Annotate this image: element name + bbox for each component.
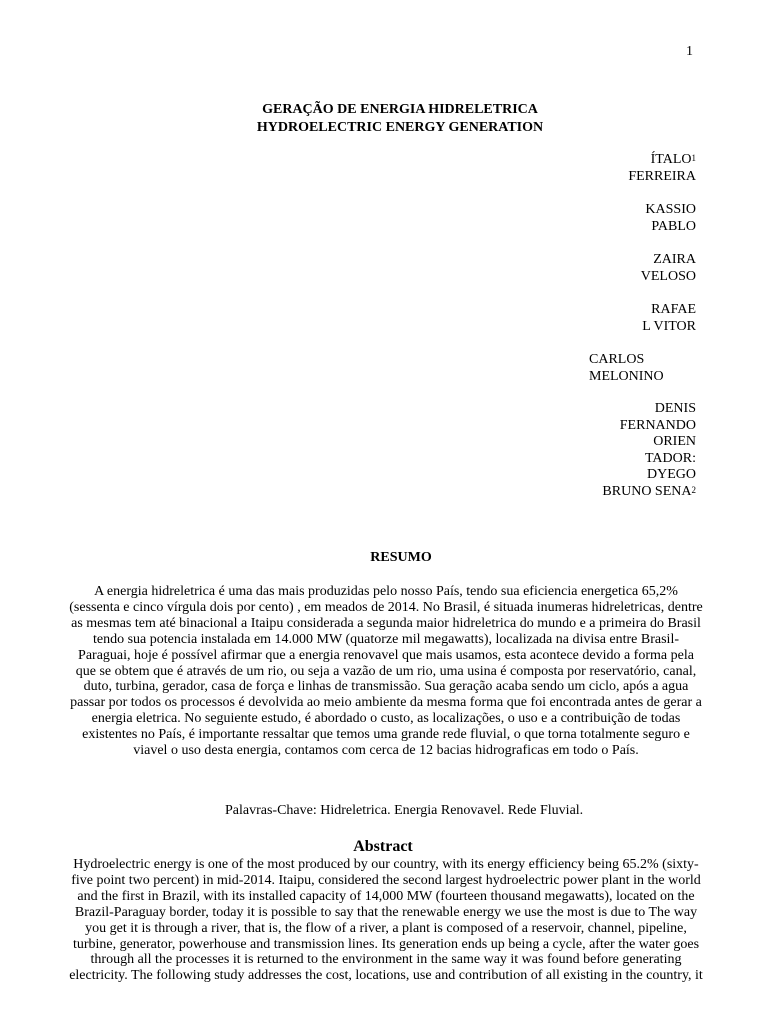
- abstract-line: Brazil-Paraguay border, today it is possible to say that the renewable energy we use the most is due to The way: [74, 904, 698, 920]
- resumo-line: existentes no País, é importante ressaltar que temos uma grande rede fluvial, o que torna totalmente seguro e: [82, 727, 690, 743]
- author-list: [560, 152, 696, 517]
- author-2-line-1: KASSIO: [645, 202, 696, 217]
- resumo-paragraph: [33, 584, 739, 759]
- title-block: [0, 101, 768, 137]
- resumo-line: energia eletrica. No seguiente estudo, é abordado o custo, as localizações, o uso e a contribuição de todas: [91, 711, 681, 727]
- abstract-line: and the first in Brazil, with its installed capacity of 14,000 MW (fourteen thousand megawatts), located on the: [77, 888, 695, 904]
- abstract-line: turbine, generator, powerhouse and transmission lines. Its generation ends up being a cycle, after the water goes: [72, 936, 700, 952]
- author-6-line-5: DYEGO: [647, 467, 696, 482]
- author-2-line-2: PABLO: [651, 218, 696, 234]
- resumo-line: duto, turbina, gerador, casa de força e linhas de transmissão. Sua geração acaba sendo um ciclo, após a agua: [83, 679, 689, 695]
- author-1: [560, 152, 696, 185]
- author-4-line-2: L VITOR: [642, 318, 696, 334]
- author-5-line-1: CARLOS: [589, 352, 645, 367]
- resumo-line: Paraguai, hoje é possível afirmar que a energia renovavel que mais usamos, esta acontece devido a forma pela: [78, 647, 694, 663]
- resumo-line: (sessenta e cinco vírgula dois por cento) , em meados de 2014. No Brasil, é situada inumeras hidreletricas, dentre: [69, 599, 703, 615]
- page-number: 1: [686, 44, 693, 59]
- author-4: [560, 302, 696, 335]
- author-3-line-1: ZAIRA: [653, 252, 696, 267]
- title-portuguese: GERAÇÃO DE ENERGIA HIDRELETRICA: [262, 102, 538, 117]
- author-3-line-2: VELOSO: [640, 268, 696, 284]
- resumo-line: passar por todos os processos é devolvida ao meio ambiente da mesma forma que foi encontrada antes de gerar a: [70, 695, 702, 711]
- author-6-line-2: FERNANDO: [619, 417, 696, 433]
- resumo-line: as mesmas tem até binacional a Itaipu considerada a segunda maior hidreletrica do mundo e a primeira do Brasil: [71, 615, 701, 631]
- author-5: [560, 352, 696, 385]
- author-2: [560, 202, 696, 235]
- keywords-line: Palavras-Chave: Hidreletrica. Energia Renovavel. Rede Fluvial.: [225, 803, 584, 818]
- author-6-line-4: TADOR:: [645, 450, 696, 466]
- author-1-line-2: FERREIRA: [628, 168, 696, 184]
- author-5-line-2: MELONINO: [589, 368, 664, 384]
- abstract-heading: Abstract: [353, 838, 413, 855]
- resumo-line: A energia hidreletrica é uma das mais produzidas pelo nosso País, tendo sua eficiencia energetica 65,2%: [94, 584, 678, 599]
- abstract-line: Hydroelectric energy is one of the most produced by our country, with its energy efficiency being 65.2% (sixty-: [73, 857, 699, 872]
- resumo-line: tendo sua potencia instalada em 14.000 MW (quatorze mil megawatts), localizada na divisa entre Brasil-: [93, 631, 679, 647]
- abstract-line: five point two percent) in mid-2014. Itaipu, considered the second largest hydroelectric power plant in the world: [71, 872, 701, 888]
- author-6-footnote-mark: 2: [691, 484, 696, 495]
- abstract-line: through all the processes it is returned to the environment in the same way it was found before generating: [90, 952, 682, 968]
- author-1-footnote-mark: 1: [691, 153, 696, 163]
- abstract-line: electricity. The following study addresses the cost, locations, use and contribution of all existing in the country, it: [69, 968, 703, 984]
- author-6-line-1: DENIS: [654, 401, 696, 416]
- resumo-line: viavel o uso desta energia, contamos com cerca de 12 bacias hidrograficas em todo o País.: [133, 743, 639, 759]
- resumo-line: que se obtem que é através de um rio, ou seja a vazão de um rio, uma usina é composta por reservatório, canal,: [75, 663, 697, 679]
- author-1-line-1: ÍTALO: [650, 152, 692, 167]
- abstract-paragraph: [31, 857, 741, 984]
- author-6-line-6: BRUNO SENA: [602, 483, 692, 499]
- author-6: [560, 401, 696, 500]
- title-english: HYDROELECTRIC ENERGY GENERATION: [256, 120, 544, 135]
- author-4-line-1: RAFAE: [651, 302, 696, 317]
- abstract-line: you get it is through a river, that is, the flow of a river, a plant is composed of a reservoir, channel, pipeline,: [85, 920, 687, 936]
- author-6-line-3: ORIEN: [653, 434, 696, 449]
- resumo-heading: RESUMO: [370, 550, 432, 565]
- author-3: [560, 252, 696, 285]
